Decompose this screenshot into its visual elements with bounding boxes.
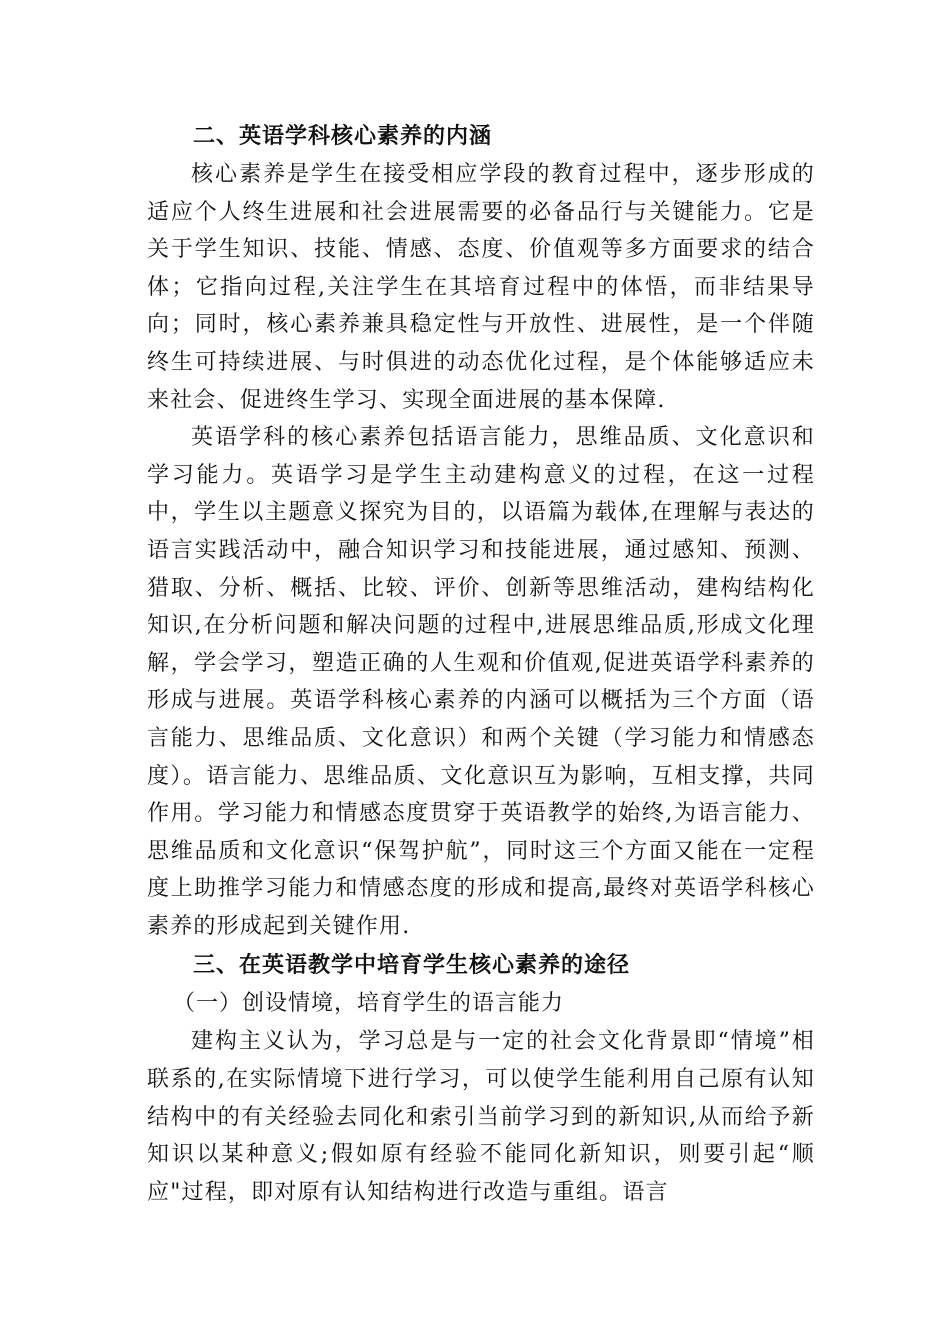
document-body xyxy=(147,118,815,1211)
paragraph-constructivism: 建构主义认为，学习总是与一定的社会文化背景即“情境”相联系的,在实际情境下进行学习，可以使学生能利用自己原有认知结构中的有关经验去同化和索引当前学习到的新知识,从而给予新知识以某种意义;假如原有经验不能同化新知识，则要引起“顺应"过程，即对原有认知结构进行改造与重组。语言 xyxy=(147,1029,815,1205)
paragraph-core-literacy-definition: 核心素养是学生在接受相应学段的教育过程中，逐步形成的适应个人终生进展和社会进展需要的必备品行与关键能力。它是关于学生知识、技能、情感、态度、价值观等多方面要求的结合体；它指向过程,关注学生在其培育过程中的体悟，而非结果导向；同时，核心素养兼具稳定性与开放性、进展性，是一个伴随终生可持续进展、与时俱进的动态优化过程，是个体能够适应未来社会、促进终生学习、实现全面进展的基本保障. xyxy=(147,162,815,413)
section-heading-2: 二、英语学科核心素养的内涵 xyxy=(193,124,493,149)
subsection-heading-1: （一）创设情境，培育学生的语言能力 xyxy=(173,991,565,1017)
section-heading-3: 三、在英语教学中培育学生核心素养的途径 xyxy=(193,953,631,979)
paragraph-english-core-literacy: 英语学科的核心素养包括语言能力，思维品质、文化意识和学习能力。英语学习是学生主动建构意义的过程，在这一过程中，学生以主题意义探究为目的，以语篇为载体,在理解与表达的语言实践活动中，融合知识学习和技能进展，通过感知、预测、猎取、分析、概括、比较、评价、创新等思维活动，建构结构化知识,在分析问题和解决问题的过程中,进展思维品质,形成文化理解，学会学习，塑造正确的人生观和价值观,促进英语学科素养的形成与进展。英语学科核心素养的内涵可以概括为三个方面（语言能力、思维品质、文化意识）和两个关键（学习能力和情感态度）。语言能力、思维品质、文化意识互为影响，互相支撑，共同作用。学习能力和情感态度贯穿于英语教学的始终,为语言能力、思维品质和文化意识“保驾护航”，同时这三个方面又能在一定程度上助推学习能力和情感态度的形成和提高,最终对英语学科核心素养的形成起到关键作用. xyxy=(147,425,815,939)
